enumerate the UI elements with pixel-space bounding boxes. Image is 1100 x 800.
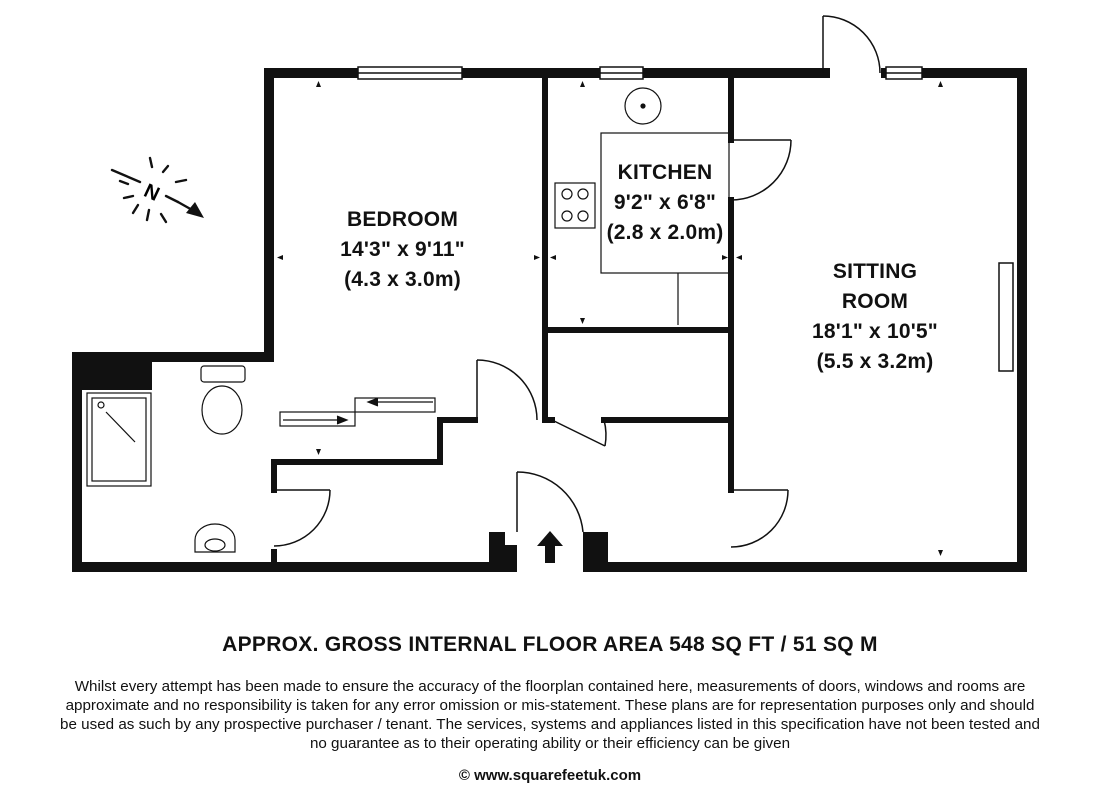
interior-walls	[274, 78, 731, 567]
floor-area-title: APPROX. GROSS INTERNAL FLOOR AREA 548 SQ FT / 51 SQ M	[222, 633, 878, 656]
chimney-breast	[72, 352, 152, 390]
wardrobe	[280, 398, 435, 426]
disclaimer-text: Whilst every attempt has been made to ensure the accuracy of the floorplan contained here, measurements of doors, windows and rooms are approximate and no responsibility is taken for any error omission or mis-statement. These plans are for representation purposes only and should be used as such by any prospective purchaser / tenant. The services, systems and appliances listed in this specification have not been tested and no guarantee as to their operating ability or their efficiency can be given	[60, 678, 1040, 752]
compass-letter: N	[140, 179, 163, 206]
bedroom-label	[300, 205, 505, 295]
bedroom-name: BEDROOM	[346, 208, 459, 231]
sitting-room-name-line2: ROOM	[841, 290, 909, 313]
kitchen-label	[595, 158, 735, 248]
bedroom-dimensions-metric: (4.3 x 3.0m)	[344, 268, 461, 291]
kitchen-name: KITCHEN	[617, 161, 713, 184]
kitchen-dimensions-imperial: 9'2" x 6'8"	[613, 191, 717, 214]
entrance-arrow-icon	[537, 531, 563, 563]
bedroom-dimensions-imperial: 14'3" x 9'11"	[340, 238, 465, 261]
sitting-room-label	[770, 257, 980, 377]
kitchen-dimensions-metric: (2.8 x 2.0m)	[606, 221, 724, 244]
sitting-room-dimensions-imperial: 18'1" x 10'5"	[812, 320, 938, 343]
copyright-text: © www.squarefeetuk.com	[458, 767, 642, 784]
sitting-room-dimensions-metric: (5.5 x 3.2m)	[816, 350, 934, 373]
bathroom-fittings	[87, 366, 245, 552]
sitting-room-name-line1: SITTING	[832, 260, 918, 283]
